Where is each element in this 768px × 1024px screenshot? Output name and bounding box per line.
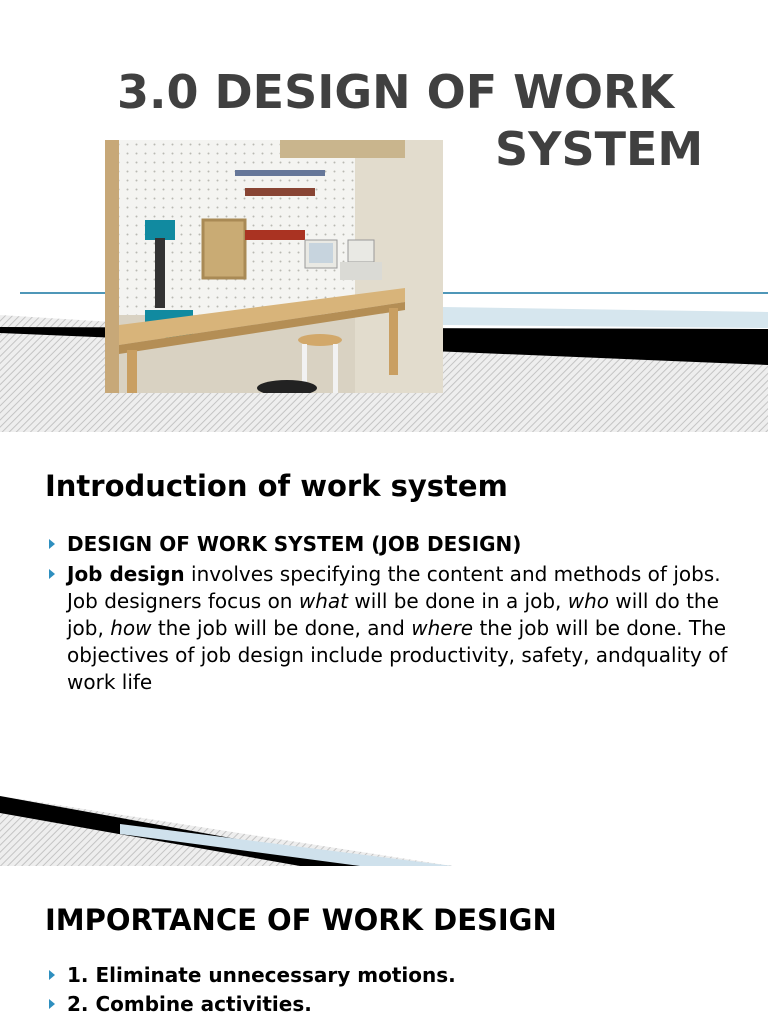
bullet-text: 1. Eliminate unnecessary motions. xyxy=(67,963,456,987)
emphasis-how: how xyxy=(110,616,152,640)
bullet-arrow-icon xyxy=(48,538,56,550)
slide-title xyxy=(0,0,768,432)
decorative-swoosh xyxy=(0,788,768,866)
bullet-arrow-icon xyxy=(48,568,56,580)
bullet-text: involves specifying the content and methods of jobs. Job designers focus on xyxy=(67,562,721,613)
bullet-arrow-icon xyxy=(48,998,56,1010)
slide-title-heading xyxy=(0,64,768,178)
list-item xyxy=(48,991,728,1018)
emphasis-where: where xyxy=(411,616,474,640)
slide3-heading: IMPORTANCE OF WORK DESIGN xyxy=(45,903,557,937)
list-item xyxy=(48,962,728,989)
slide-importance xyxy=(0,866,768,1024)
bullet-text: the job will be done, and xyxy=(151,616,412,640)
bullet-text: will do the job, xyxy=(67,589,719,640)
list-item xyxy=(48,531,728,558)
bullet-text: 2. Combine activities. xyxy=(67,992,312,1016)
list-item xyxy=(48,561,728,696)
emphasis-what: what xyxy=(298,589,348,613)
bullet-text: DESIGN OF WORK SYSTEM (JOB DESIGN) xyxy=(67,532,522,556)
bullet-arrow-icon xyxy=(48,969,56,981)
emphasis-who: who xyxy=(567,589,610,613)
title-line-1: 3.0 DESIGN OF WORK xyxy=(117,65,675,119)
title-line-2: SYSTEM xyxy=(495,122,704,176)
slide2-heading: Introduction of work system xyxy=(45,469,508,503)
slide-introduction xyxy=(0,432,768,866)
bullet-text: will be done in a job, xyxy=(347,589,568,613)
slide3-bullet-list xyxy=(48,962,728,1020)
bullet-text: the job will be done. The objectives of job design include productivity, safety, andquality of work life xyxy=(67,616,728,694)
slide2-bullet-list xyxy=(48,531,728,699)
job-design-term: Job design xyxy=(67,562,185,586)
